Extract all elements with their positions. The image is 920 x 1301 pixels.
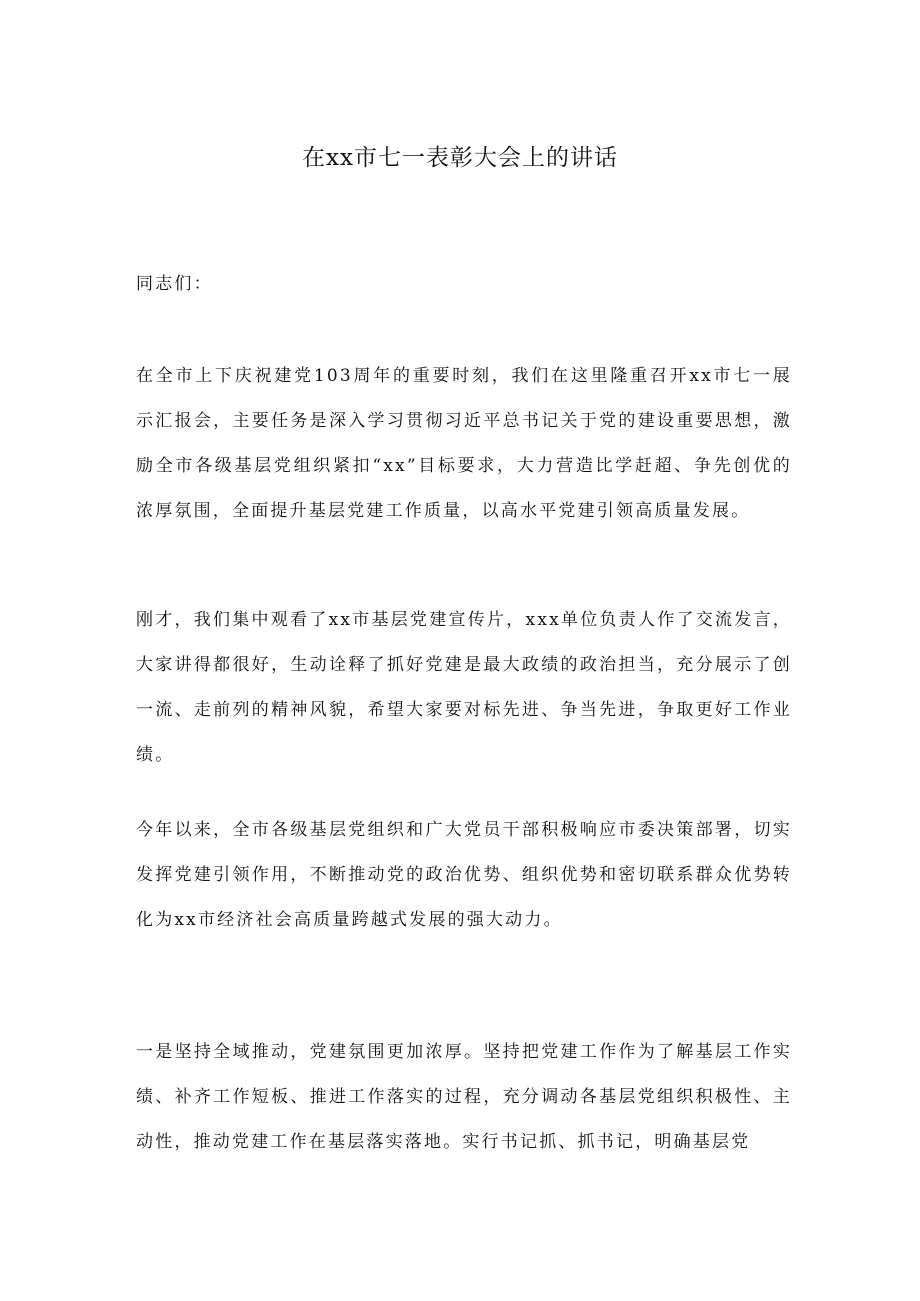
salutation: 同志们：: [136, 274, 213, 294]
page-title: 在xx市七一表彰大会上的讲话: [302, 145, 618, 171]
paragraph-opening: 在全市上下庆祝建党103周年的重要时刻，我们在这里隆重召开xx市七一展示汇报会，主要任务是深入学习贯彻习近平总书记关于党的建设重要思想，激励全市各级基层党组织紧扣“xx”目标要求，大力营造比学赶超、争先创优的浓厚氛围，全面提升基层党建工作质量，以高水平党建引领高质量发展。: [136, 366, 792, 521]
paragraph-achievements: 今年以来，全市各级基层党组织和广大党员干部积极响应市委决策部署，切实发挥党建引领作用，不断推动党的政治优势、组织优势和密切联系群众优势转化为xx市经济社会高质量跨越式发展的强大动力。: [136, 820, 792, 930]
paragraph-point-one: 一是坚持全域推动，党建氛围更加浓厚。坚持把党建工作作为了解基层工作实绩、补齐工作短板、推进工作落实的过程，充分调动各基层党组织积极性、主动性，推动党建工作在基层落实落地。实行书记抓、抓书记，明确基层党: [136, 1042, 792, 1152]
paragraph-review: 刚才，我们集中观看了xx市基层党建宣传片，xxx单位负责人作了交流发言，大家讲得都很好，生动诠释了抓好党建是最大政绩的政治担当，充分展示了创一流、走前列的精神风貌，希望大家要对标先进、争当先进，争取更好工作业绩。: [136, 610, 792, 765]
